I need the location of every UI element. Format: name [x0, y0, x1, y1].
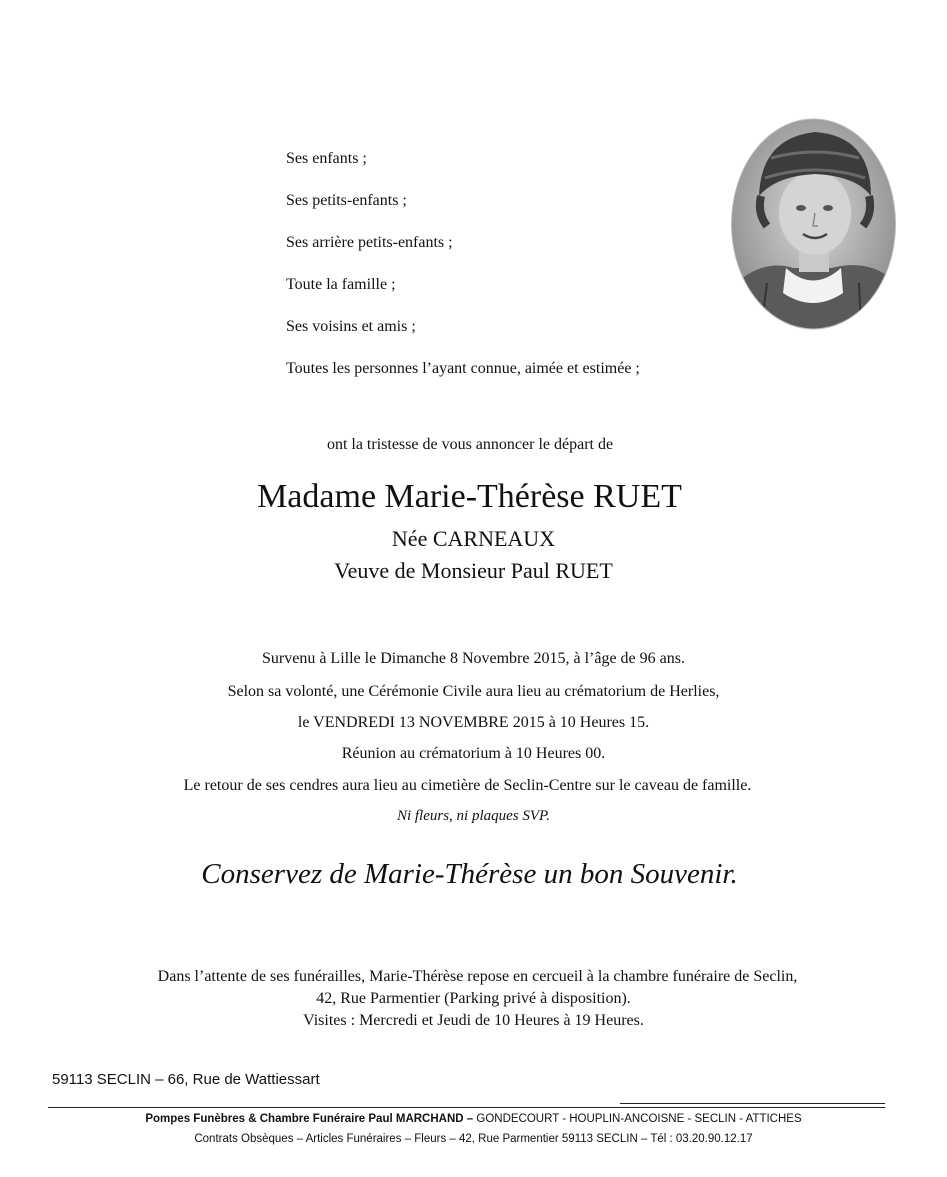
- family-grandchildren: Ses petits-enfants ;: [286, 192, 407, 209]
- signature-rule: [620, 1103, 885, 1104]
- footer-company-line: [0, 1113, 947, 1125]
- address-line: 59113 SECLIN – 66, Rue de Wattiessart: [52, 1071, 320, 1088]
- company-towns: GONDECOURT - HOUPLIN-ANCOISNE - SECLIN - ATTICHES: [473, 1113, 802, 1125]
- footer-services-line: Contrats Obsèques – Articles Funéraires – Fleurs – 42, Rue Parmentier 59113 SECLIN – Tél : 03.20.90.12.17: [194, 1133, 753, 1145]
- visiting-hours: Visites : Mercredi et Jeudi de 10 Heures à 19 Heures.: [303, 1012, 644, 1029]
- funeral-home-line-2: 42, Rue Parmentier (Parking privé à disposition).: [316, 990, 631, 1007]
- death-details: Survenu à Lille le Dimanche 8 Novembre 2015, à l’âge de 96 ans.: [262, 650, 685, 667]
- announcement-text: ont la tristesse de vous annoncer le départ de: [326, 436, 614, 453]
- widow-of: Veuve de Monsieur Paul RUET: [334, 558, 613, 583]
- family-neighbours-friends: Ses voisins et amis ;: [286, 318, 416, 335]
- ceremony-date: le VENDREDI 13 NOVEMBRE 2015 à 10 Heures 15.: [297, 714, 650, 731]
- portrait-photo: [731, 118, 896, 330]
- ashes-details: Le retour de ses cendres aura lieu au cimetière de Seclin-Centre sur le caveau de famille.: [183, 777, 752, 794]
- family-children: Ses enfants ;: [286, 150, 367, 167]
- funeral-home-line-1: Dans l’attente de ses funérailles, Marie-Thérèse repose en cercueil à la chambre funéraire de Seclin,: [157, 968, 798, 985]
- deceased-name: Madame Marie-Thérèse RUET: [257, 478, 682, 515]
- family-whole-family: Toute la famille ;: [286, 276, 396, 293]
- family-great-grandchildren: Ses arrière petits-enfants ;: [286, 234, 453, 251]
- birth-name: Née CARNEAUX: [391, 526, 556, 551]
- souvenir-line: Conservez de Marie-Thérèse un bon Souvenir.: [201, 858, 738, 890]
- family-all-persons: Toutes les personnes l’ayant connue, aimée et estimée ;: [286, 360, 640, 377]
- footer-divider: [48, 1107, 885, 1108]
- company-name: Pompes Funèbres & Chambre Funéraire Paul MARCHAND –: [145, 1113, 474, 1125]
- ceremony-details: Selon sa volonté, une Cérémonie Civile aura lieu au crématorium de Herlies,: [227, 683, 720, 700]
- no-flowers-note: Ni fleurs, ni plaques SVP.: [396, 808, 551, 824]
- gathering-time: Réunion au crématorium à 10 Heures 00.: [341, 745, 606, 762]
